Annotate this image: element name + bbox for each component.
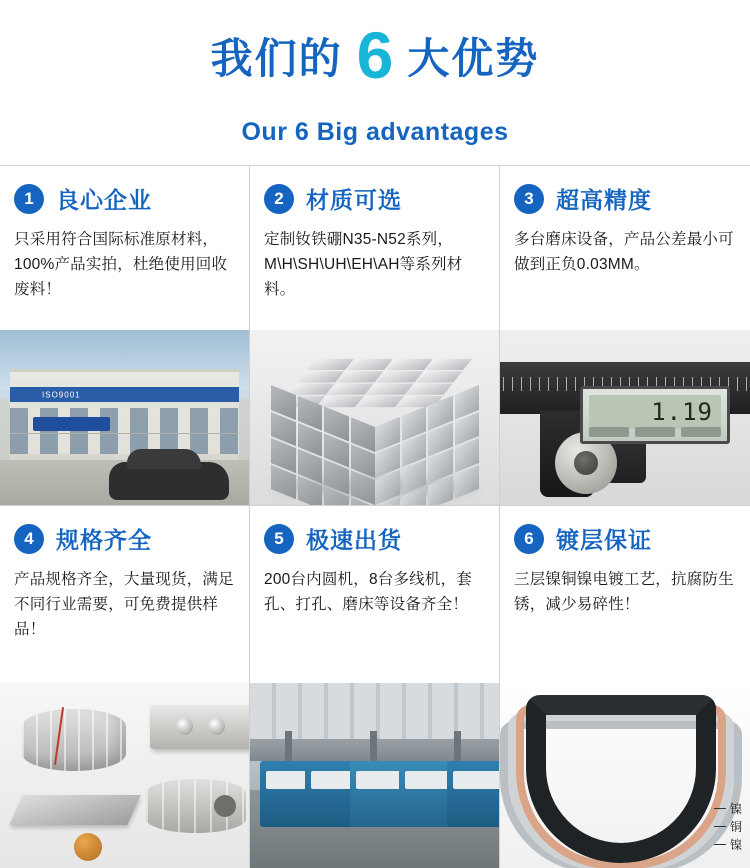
advantage-number-badge-3: 3 [514,184,544,214]
advantage-title-1: 良心企业 [56,187,152,213]
advantage-number-badge-5: 5 [264,524,294,554]
plate-hole-left [176,718,193,735]
parked-car [109,462,229,500]
building-body [10,369,239,460]
advantage-header-4 [14,522,235,555]
advantage-number-badge-2: 2 [264,184,294,214]
advantage-number-badge-1: 1 [14,184,44,214]
advantage-card-1[interactable] [0,166,250,506]
block-magnet-bar [9,795,140,825]
factory-building-photo [0,330,249,505]
building-banner-text: ISO9001 [42,390,81,400]
caliper-lcd-reading: 1.19 [589,395,721,429]
page-title-prefix: 我们的 [210,35,343,82]
plate-hole-right [208,718,225,735]
advantage-card-2[interactable] [250,166,500,506]
advantage-header-2 [264,182,485,215]
ring-magnet-stack [146,779,246,833]
building-windows [10,408,239,454]
advantage-title-5: 极速出货 [306,527,402,553]
advantage-card-5[interactable] [250,506,500,868]
advantage-card-3[interactable] [500,166,750,506]
advantage-card-4[interactable] [0,506,250,868]
advantage-text-2: 定制钕铁硼N35-N52系列，M\H\SH\UH\EH\AH等系列材料。 [264,231,463,299]
advantage-header-6 [514,522,736,555]
building-floor-line [10,433,239,434]
advantage-title-6: 镀层保证 [556,527,652,553]
coating-label-1: 镍 [714,800,742,818]
advantage-card-6[interactable] [500,506,750,868]
advantage-text-3: 多台磨床设备，产品公差最小可做到正负0.03MM。 [514,231,734,274]
machine-unit [447,761,499,827]
caliper-buttons [589,427,721,437]
coating-layers-photo [500,683,750,868]
magnet-cube-photo [250,330,499,505]
page-title-number: 6 [356,18,394,92]
advantage-text-6: 三层镍铜镍电镀工艺，抗腐防生锈，减少易碎性！ [514,571,734,614]
caliper-display-housing [580,386,730,444]
disc-magnet-stack [22,709,126,771]
coating-layer-labels [714,800,742,854]
page-header [0,0,750,165]
advantage-title-2: 材质可选 [306,187,402,213]
advantage-number-badge-6: 6 [514,524,544,554]
plate-magnet-with-holes [150,705,249,749]
advantage-text-1: 只采用符合国际标准原材料，100%产品实拍，杜绝使用回收废料！ [14,231,228,299]
magnet-assortment-photo [0,683,249,868]
building-banner [10,387,239,402]
advantage-number-badge-4: 4 [14,524,44,554]
advantages-grid [0,165,750,868]
coating-label-3: 镍 [714,836,742,854]
building-sign-right [70,417,110,431]
digital-caliper-photo [500,330,750,505]
coating-label-2: 铜 [714,818,742,836]
page-title-suffix: 大优势 [407,35,540,82]
advantage-title-3: 超高精度 [556,187,652,213]
advantage-text-5: 200台内圆机，8台多线机，套孔、打孔、磨床等设备齐全！ [264,571,472,614]
page-subtitle: Our 6 Big advantages [241,118,509,146]
advantage-header-5 [264,522,485,555]
coin-for-scale [74,833,102,861]
page-title [0,18,750,92]
advantage-header-1 [14,182,235,215]
advantage-header-3 [514,182,736,215]
advantage-title-4: 规格齐全 [56,527,152,553]
advantage-text-4: 产品规格齐全，大量现货，满足不同行业需要，可免费提供样品！ [14,571,234,639]
factory-floor-photo [250,683,499,868]
